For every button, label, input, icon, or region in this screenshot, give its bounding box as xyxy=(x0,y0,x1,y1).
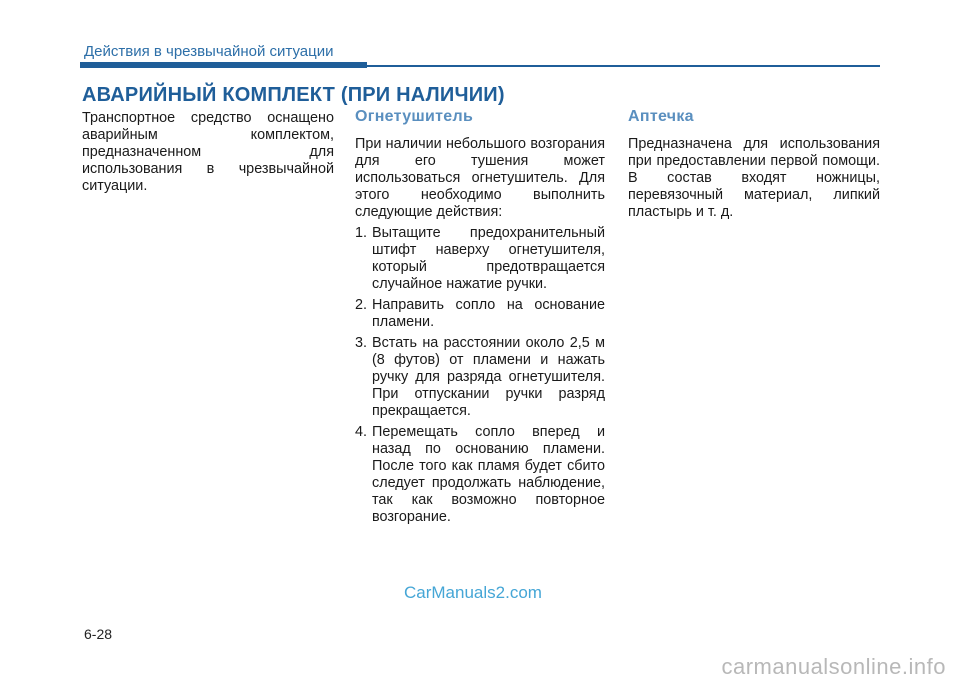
extinguisher-heading: Огнетушитель xyxy=(355,108,474,125)
step-number: 2. xyxy=(355,297,368,313)
first-aid-heading: Аптечка xyxy=(628,108,694,125)
step-text: Направить сопло на основание пламени. xyxy=(372,297,605,330)
section-header: Действия в чрезвычайной ситуации xyxy=(84,43,334,60)
step-number: 1. xyxy=(355,225,368,241)
step-item xyxy=(355,297,605,331)
intro-paragraph: Транспортное средство оснащено аварийным комплектом, предназначенном для использования в чрезвычайной ситуации. xyxy=(82,110,334,194)
footer-watermark: carmanualsonline.info xyxy=(721,654,946,679)
step-item xyxy=(355,424,605,526)
step-text: Перемещать сопло вперед и назад по основанию пламени. После того как пламя будет сбито следует продолжать наблюдение, так как возможно повторное возгорание. xyxy=(372,424,605,525)
step-text: Вытащите предохранительный штифт наверху огнетушителя, который предотвращается случайное нажатие ручки. xyxy=(372,225,605,292)
extinguisher-intro: При наличии небольшого возгорания для его тушения может использоваться огнетушитель. Для этого необходимо выполнить следующие действия: xyxy=(355,136,605,220)
page-number: 6-28 xyxy=(84,626,113,642)
site-watermark[interactable]: CarManuals2.com xyxy=(404,583,542,602)
step-number: 4. xyxy=(355,424,368,440)
page-title: АВАРИЙНЫЙ КОМПЛЕКТ (ПРИ НАЛИЧИИ) xyxy=(82,84,505,106)
step-text: Встать на расстоянии около 2,5 м (8 футов) от пламени и нажать ручку для разряда огнетушителя. При отпускании ручки разряд прекращается. xyxy=(372,335,605,419)
first-aid-column xyxy=(628,108,880,221)
first-aid-paragraph: Предназначена для использования при предоставлении первой помощи. В состав входят ножницы, перевязочный материал, липкий пластырь и т. д. xyxy=(628,136,880,220)
extinguisher-column xyxy=(355,108,605,530)
header-rule-thin xyxy=(367,65,880,67)
step-item xyxy=(355,225,605,293)
extinguisher-steps xyxy=(355,225,605,526)
intro-column xyxy=(82,110,334,195)
step-item xyxy=(355,335,605,420)
header-rule-thick xyxy=(80,62,367,68)
step-number: 3. xyxy=(355,335,368,351)
